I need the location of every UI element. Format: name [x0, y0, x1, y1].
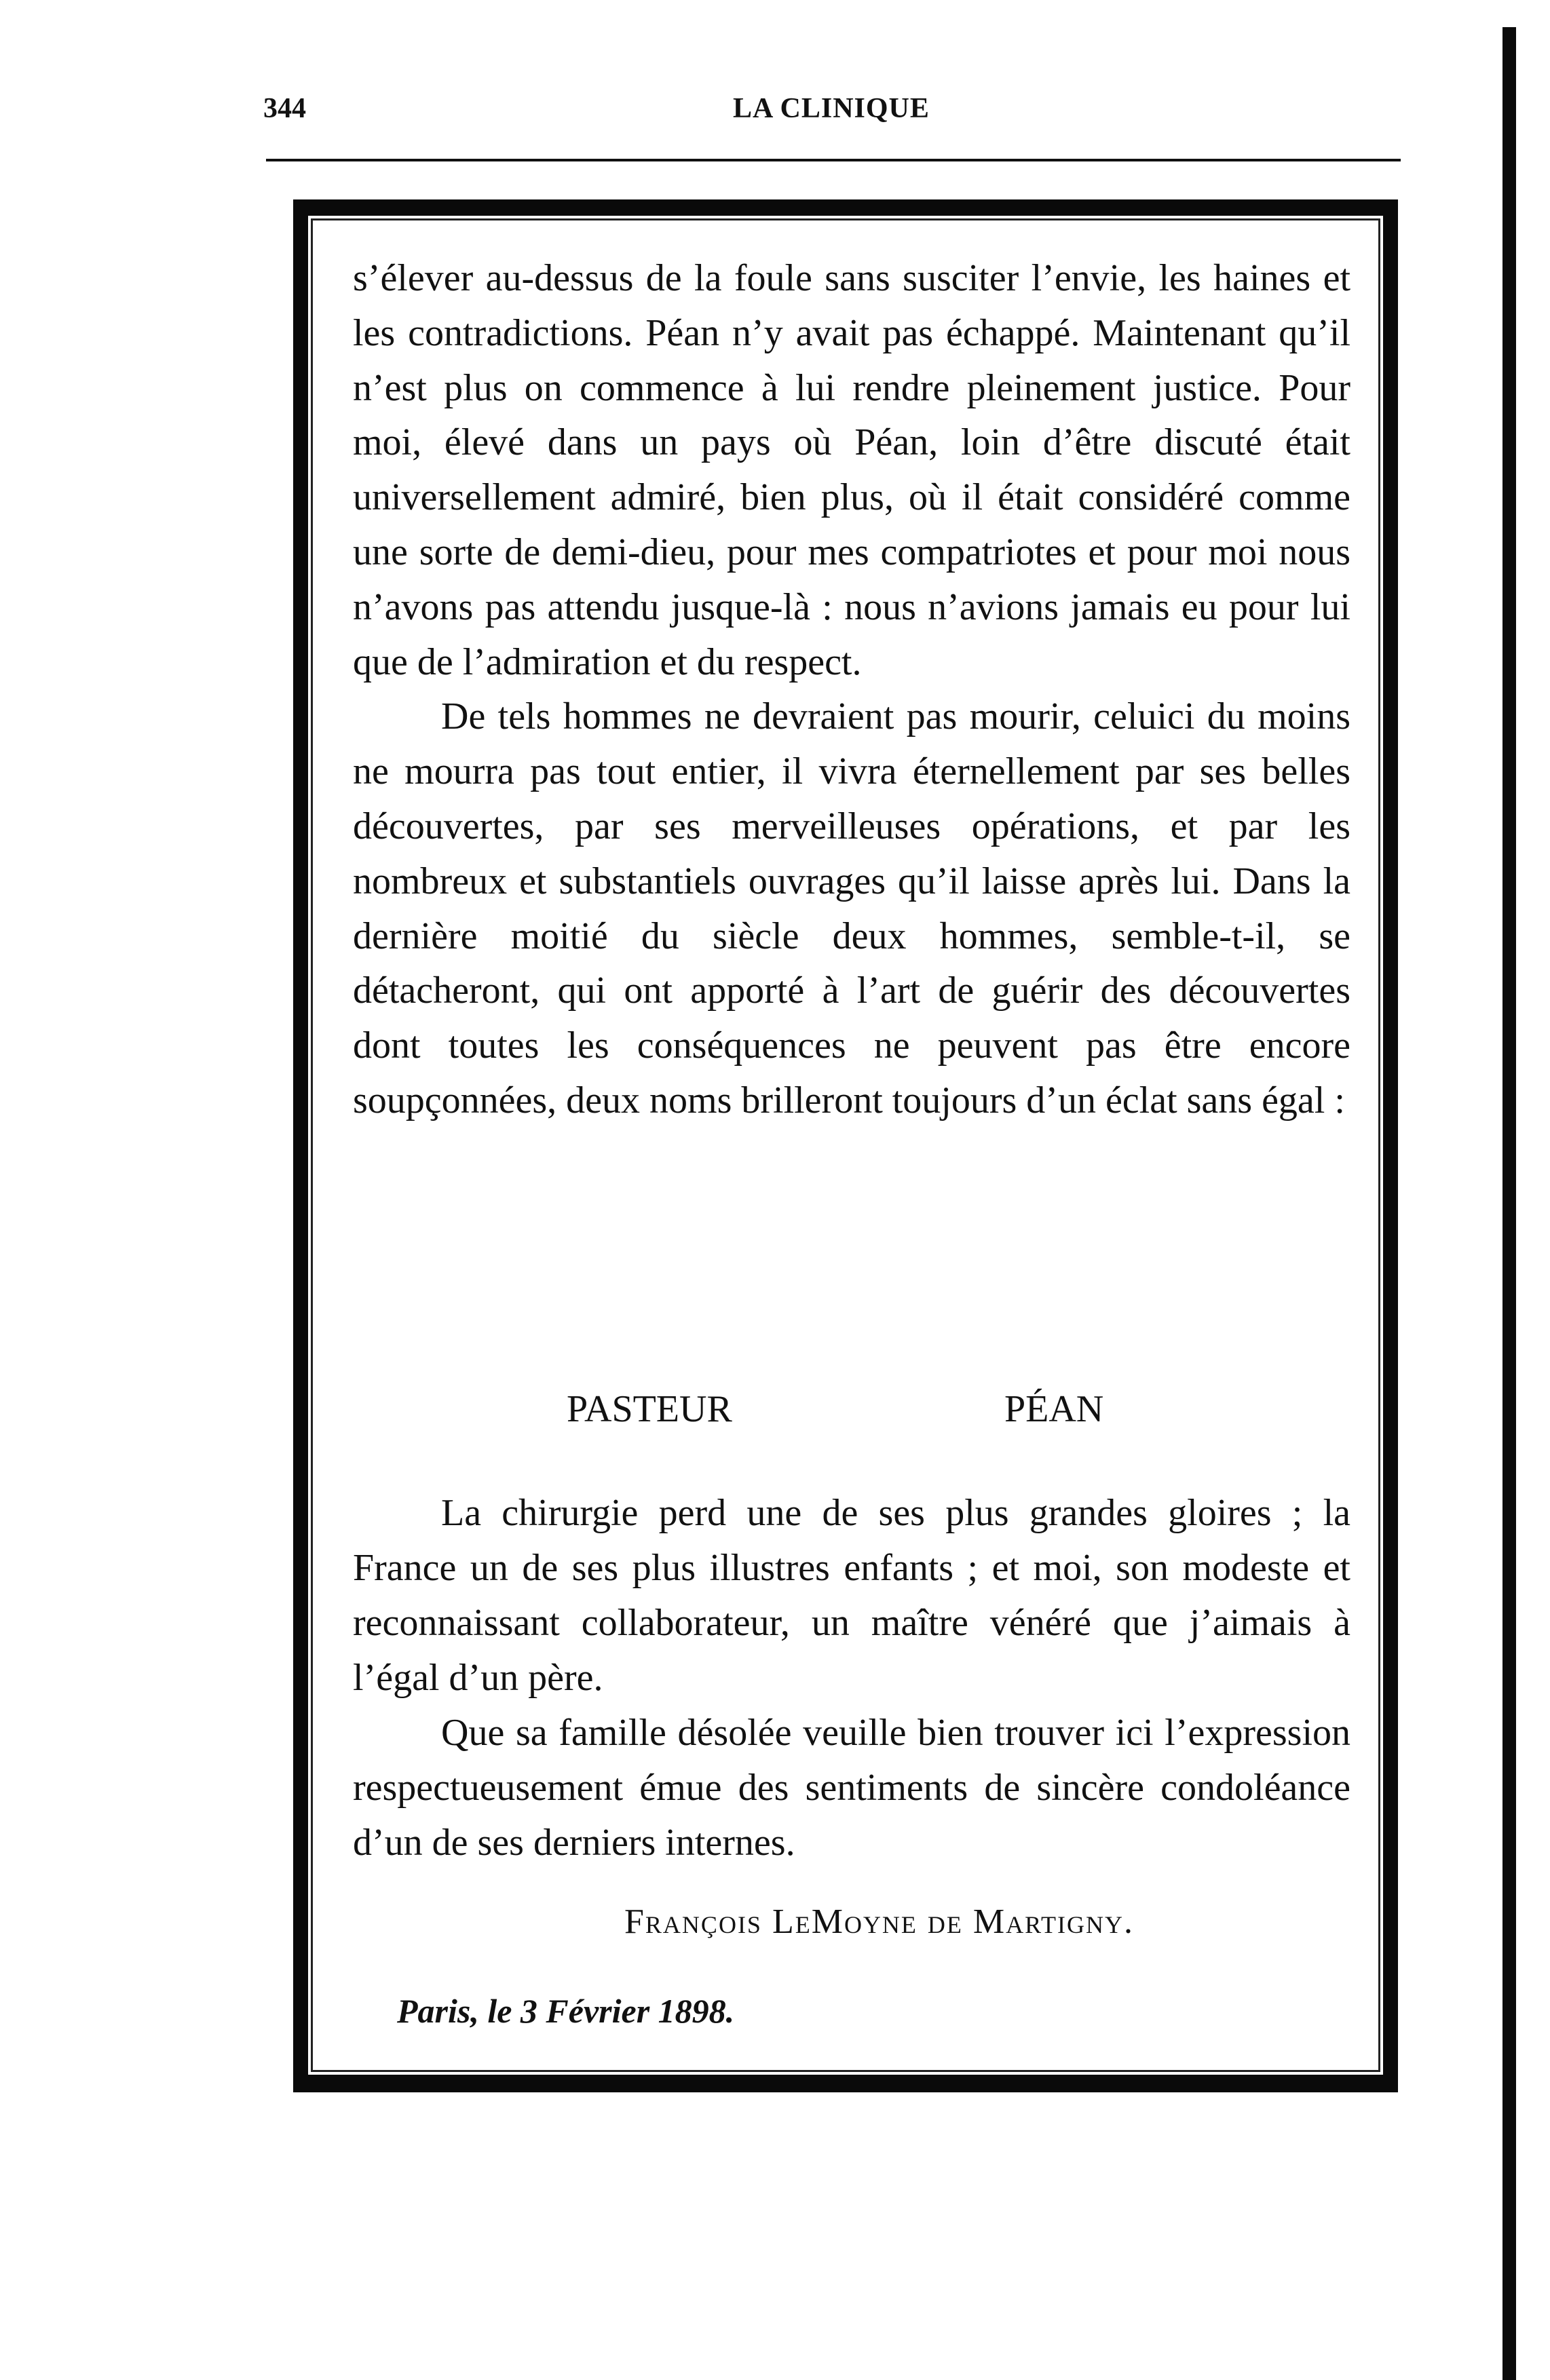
- obituary-text: [353, 251, 1350, 1128]
- paragraph-1: s’élever au-dessus de la foule sans susciter l’envie, les haines et les contradictions. Péan n’y avait pas échappé. Maintenant qu’il n’est plus on commence à lui rendre pleinement justice. Pour moi, élevé dans un pays où Péan, loin d’être discuté était universellement admiré, bien plus, où il était considéré comme une sorte de demi-dieu, pour mes compatriotes et pour moi nous n’avons pas attendu jusque-là : nous n’avions jamais eu pour lui que de l’admiration et du respect.: [353, 257, 1350, 683]
- paragraph-2: De tels hommes ne devraient pas mourir, celuici du moins ne mourra pas tout entier, il vivra éternellement par ses belles découvertes, par ses merveilleuses opérations, et par les nombreux et substantiels ouvrages qu’il laisse après lui. Dans la dernière moitié du siècle deux hommes, semble-t-il, se détacheront, qui ont apporté à l’art de guérir des découvertes dont toutes les conséquences ne peuvent pas être encore soupçonnées, deux noms brilleront toujours d’un éclat sans égal :: [353, 695, 1350, 1121]
- page-number: 344: [263, 93, 306, 124]
- paragraph-4: Que sa famille désolée veuille bien trouver ici l’expression respectueusement émue des sentiments de sincère condoléance d’un de ses derniers internes.: [353, 1712, 1350, 1864]
- page-edge-shadow: [1502, 27, 1516, 2380]
- names-row: [353, 1387, 1350, 1442]
- header-rule: [266, 159, 1401, 161]
- paragraph-3: La chirurgie perd une de ses plus grandes gloires ; la France un de ses plus illustres enfants ; et moi, son modeste et reconnaissant collaborateur, un maître vénéré que j’aimais à l’égal d’un père.: [353, 1492, 1350, 1699]
- name-pean: PÉAN: [1004, 1388, 1104, 1430]
- dateline: Paris, le 3 Février 1898.: [397, 1992, 735, 2030]
- closing-text: [353, 1486, 1350, 1870]
- running-title: LA CLINIQUE: [733, 93, 930, 124]
- name-pasteur: PASTEUR: [567, 1388, 732, 1430]
- signature: François LeMoyne de Martigny.: [624, 1902, 1134, 1941]
